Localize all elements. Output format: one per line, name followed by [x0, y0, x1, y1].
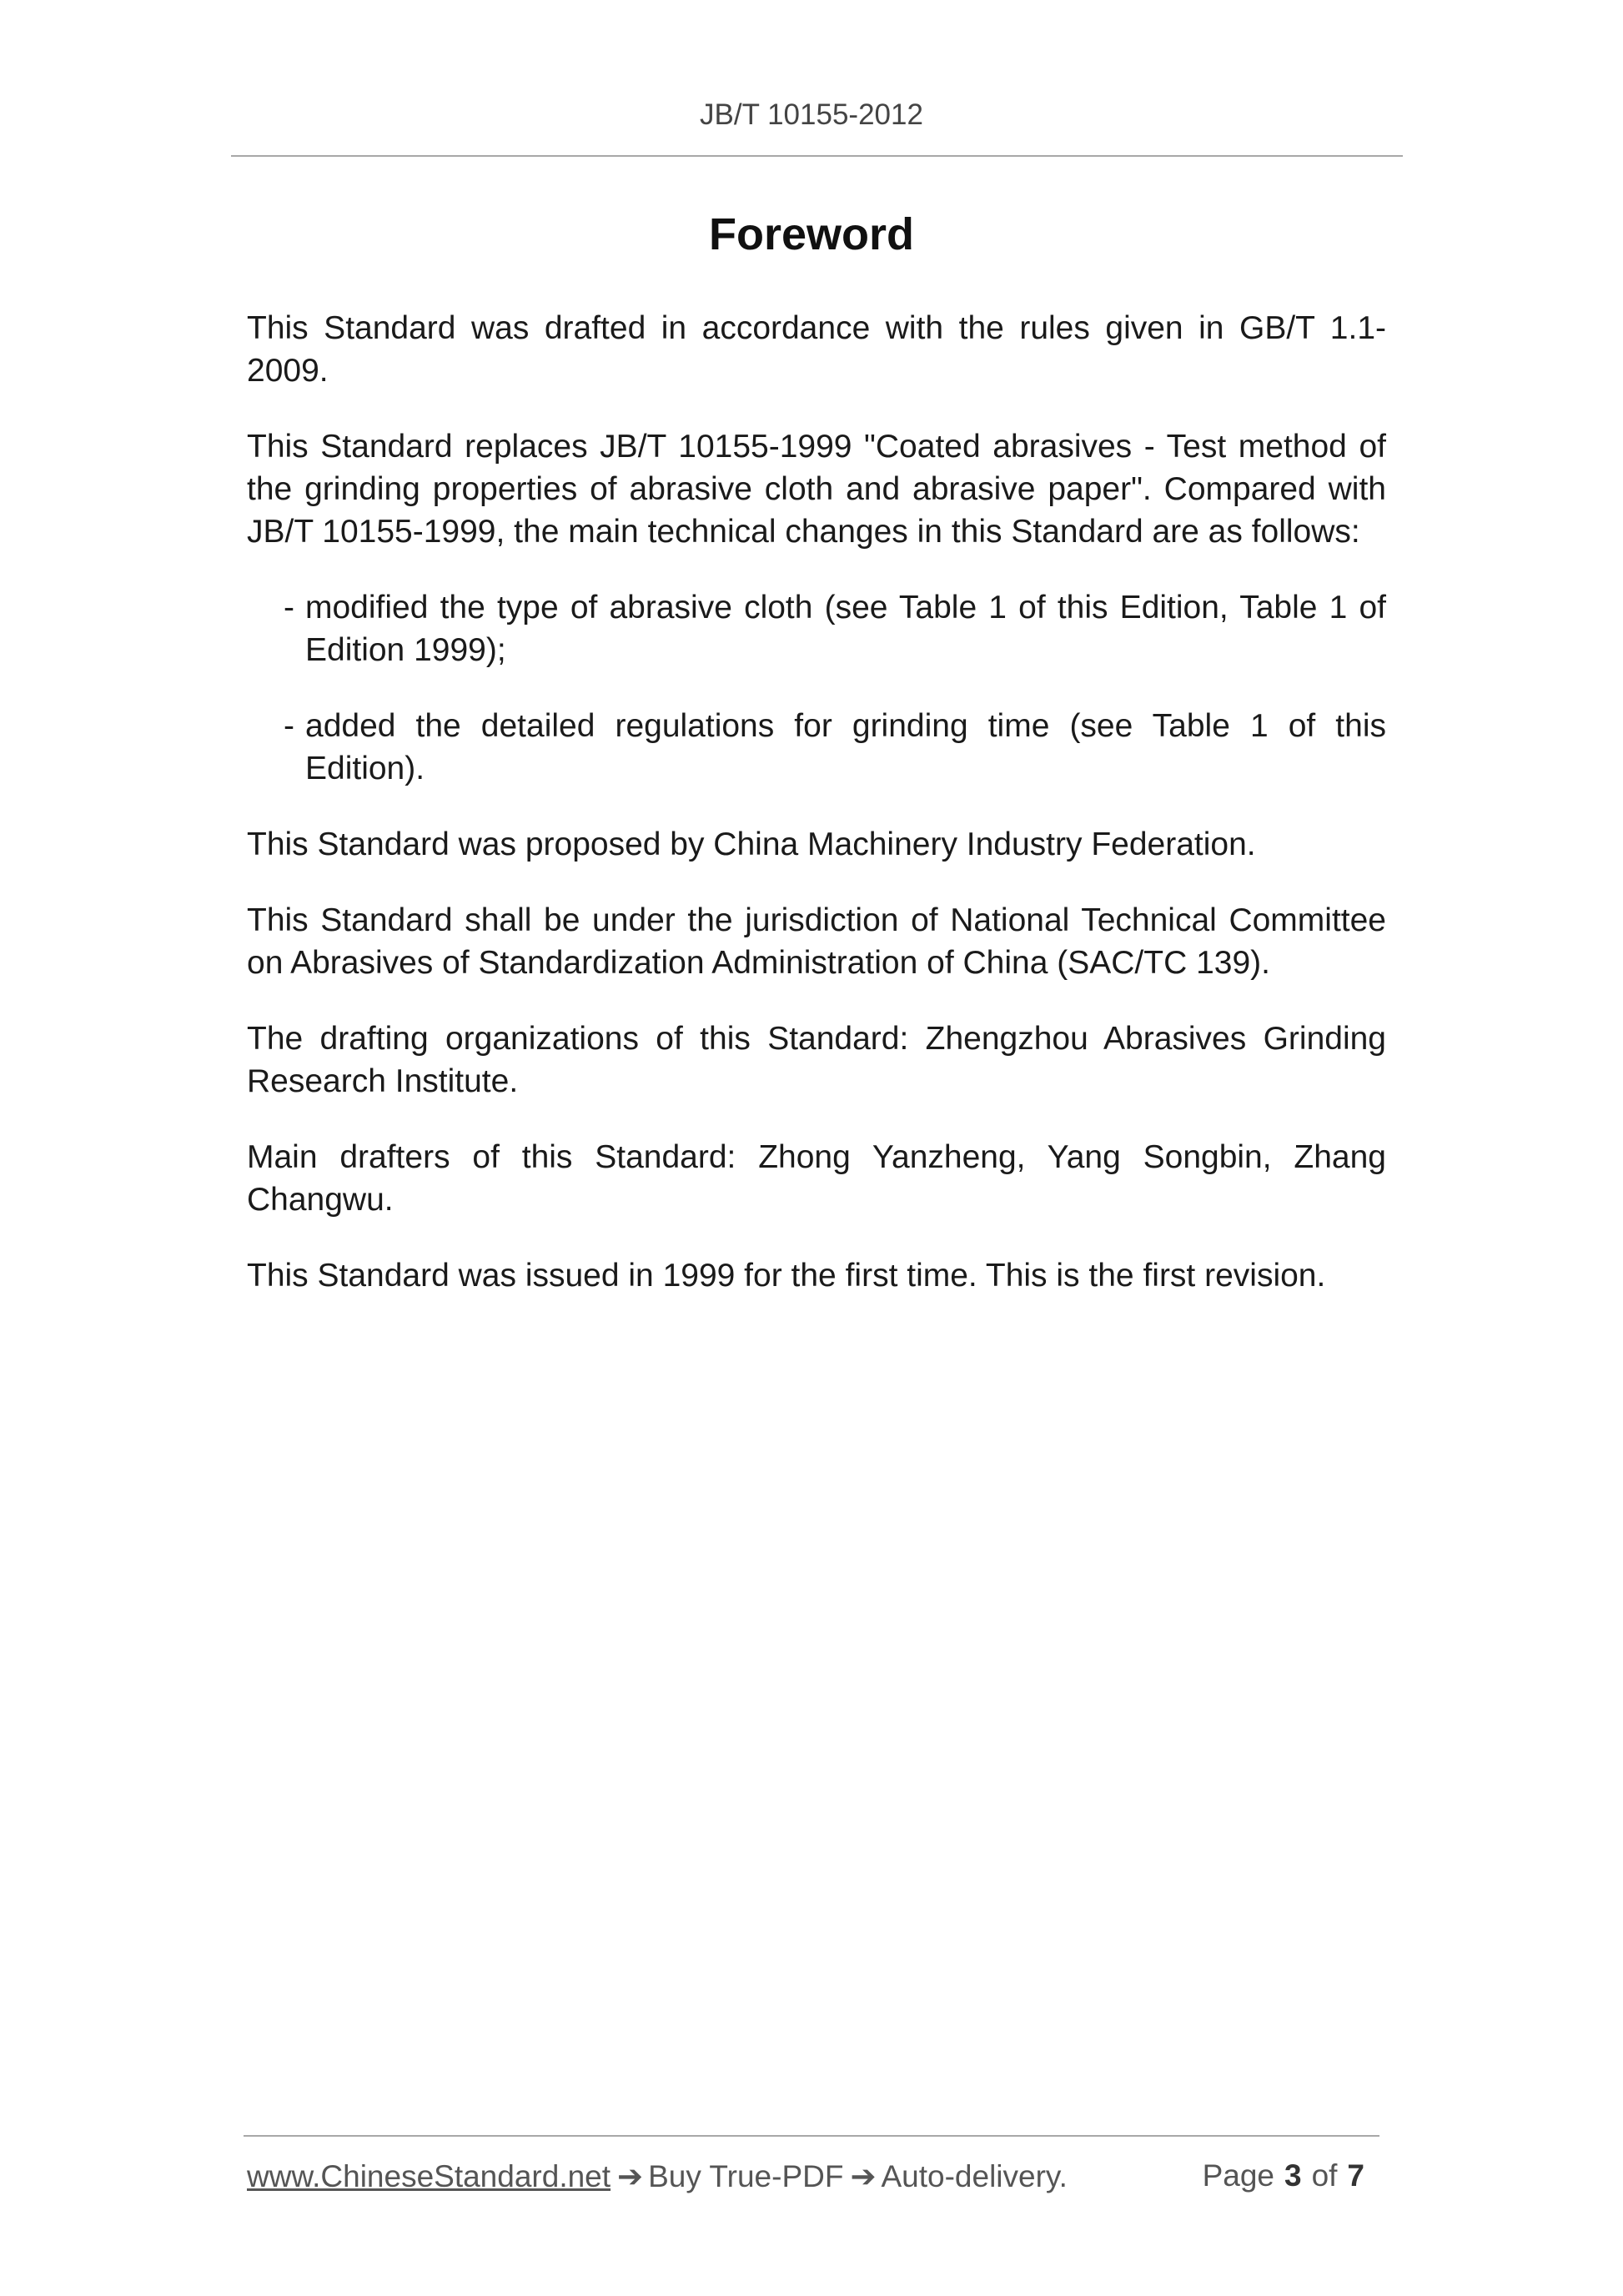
- paragraph-jurisdiction: This Standard shall be under the jurisdiction of National Technical Committee on Abrasives of Standardization Administration of China (SAC/TC 139).: [247, 902, 1386, 981]
- paragraph-replaces: This Standard replaces JB/T 10155-1999 "Coated abrasives - Test method of the grinding properties of abrasive cloth and abrasive paper". Compared with JB/T 10155-1999, the main technical changes in this Standard are as follows:: [247, 429, 1386, 550]
- footer-promo: [247, 2158, 1068, 2194]
- buy-pdf-text: Buy True-PDF: [648, 2159, 844, 2193]
- page-title: Foreword: [708, 209, 914, 259]
- arrow-right-icon: ➔: [617, 2159, 644, 2193]
- list-dash: -: [284, 708, 294, 744]
- technical-changes-list: [247, 586, 1386, 790]
- list-item: [247, 705, 1386, 790]
- paragraph-proposed-by: This Standard was proposed by China Machinery Industry Federation.: [247, 826, 1256, 862]
- page-indicator: [1203, 2158, 1374, 2193]
- footer-divider: [244, 2135, 1379, 2137]
- list-item: [247, 586, 1386, 671]
- list-dash: -: [284, 590, 294, 625]
- foreword-body: [247, 307, 1386, 1330]
- total-pages-number: 7: [1347, 2158, 1364, 2193]
- website-link[interactable]: www.ChineseStandard.net: [247, 2159, 611, 2193]
- list-item-text: modified the type of abrasive cloth (see Table 1 of this Edition, Table 1 of Edition 1999);: [305, 590, 1386, 668]
- page-label: Page: [1202, 2158, 1274, 2193]
- paragraph-main-drafters: Main drafters of this Standard: Zhong Yanzheng, Yang Songbin, Zhang Changwu.: [247, 1139, 1386, 1218]
- paragraph-drafting-rules: This Standard was drafted in accordance with the rules given in GB/T 1.1-2009.: [247, 310, 1386, 389]
- paragraph-drafting-organizations: The drafting organizations of this Standard: Zhengzhou Abrasives Grinding Research Institute.: [247, 1021, 1386, 1099]
- arrow-right-icon: ➔: [850, 2159, 877, 2193]
- of-label: of: [1311, 2158, 1338, 2193]
- document-code-header: JB/T 10155-2012: [700, 98, 923, 131]
- list-item-text: added the detailed regulations for grinding time (see Table 1 of this Edition).: [305, 708, 1386, 786]
- header-divider: [231, 155, 1403, 157]
- auto-delivery-text: Auto-delivery.: [881, 2159, 1068, 2193]
- paragraph-revision-history: This Standard was issued in 1999 for the first time. This is the first revision.: [247, 1258, 1326, 1294]
- current-page-number: 3: [1284, 2158, 1302, 2193]
